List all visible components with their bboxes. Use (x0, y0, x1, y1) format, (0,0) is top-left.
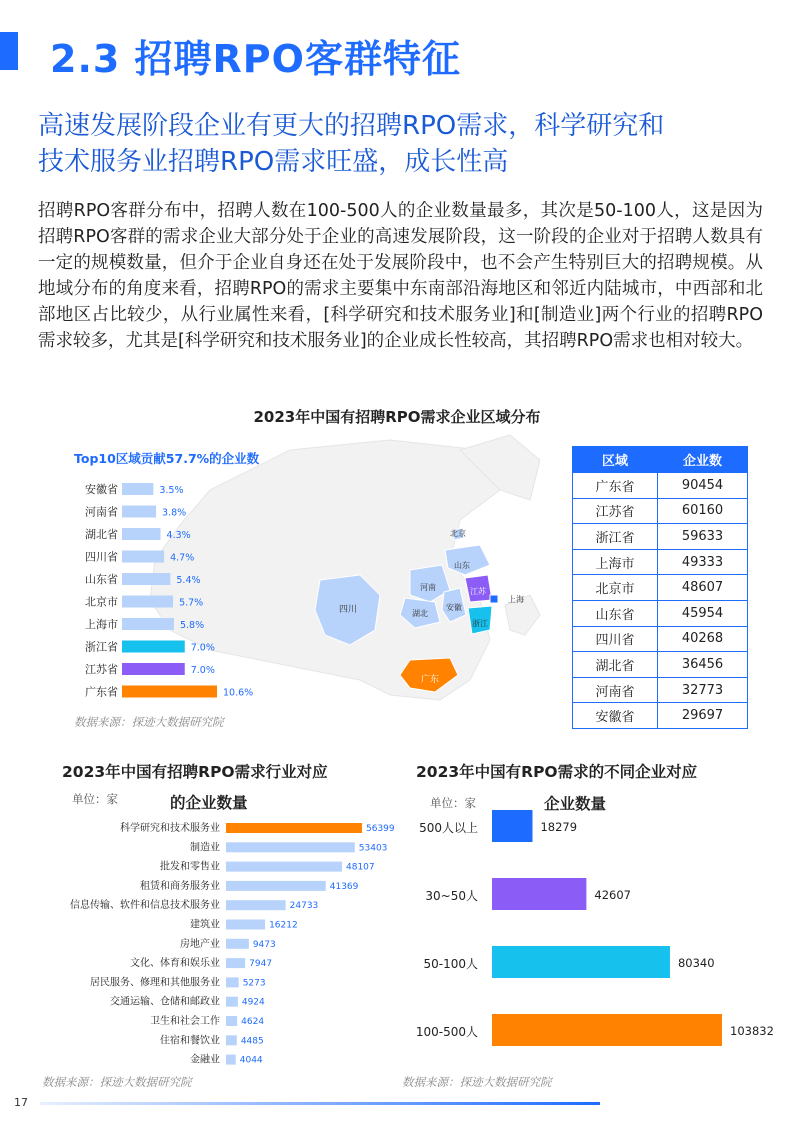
industry-value-label: 4624 (241, 1017, 265, 1027)
map-label-beijing: 北京 (450, 529, 466, 538)
region-table-cell: 上海市 (573, 549, 658, 575)
map-region-shanghai (490, 595, 498, 603)
industry-bar (226, 842, 355, 852)
industry-bar (226, 900, 286, 910)
title-accent-bar (0, 32, 18, 70)
industry-value-label: 4485 (240, 1036, 264, 1047)
region-table-cell: 浙江省 (573, 524, 658, 550)
region-table-cell: 29697 (658, 703, 748, 729)
industry-bar (226, 958, 245, 968)
top10-category-label: 北京市 (85, 595, 118, 609)
top10-value-label: 3.5% (159, 485, 184, 496)
table-row (573, 549, 748, 575)
region-table-cell: 河南省 (573, 677, 658, 703)
industry-value-label: 56399 (366, 824, 395, 834)
table-row (573, 473, 748, 499)
top10-bar (122, 596, 173, 608)
size-value-label: 18279 (540, 820, 578, 834)
top10-value-label: 4.7% (170, 552, 195, 564)
subtitle-line-2: 技术服务业招聘RPO需求旺盛，成长性高 (38, 147, 509, 177)
industry-value-label: 48107 (346, 862, 375, 873)
industry-value-label: 53403 (358, 843, 388, 854)
industry-category-label: 卫生和社会工作 (150, 1016, 220, 1027)
industry-value-label: 4044 (239, 1055, 263, 1066)
industry-bar (226, 977, 239, 987)
top10-bar (122, 618, 174, 630)
top10-chart-title: Top10区域贡献57.7%的企业数 (74, 451, 260, 466)
top10-category-label: 四川省 (85, 550, 118, 564)
top10-category-label: 河南省 (85, 505, 118, 519)
industry-bar (226, 823, 362, 833)
top10-value-label: 10.6% (223, 687, 254, 699)
table-row (573, 498, 748, 524)
map-label-sichuan: 四川 (338, 605, 358, 615)
industry-bar (226, 920, 265, 930)
top10-region-bar-chart (60, 478, 290, 708)
industry-chart-unit: 单位：家 (72, 792, 118, 806)
region-table-cell: 北京市 (573, 575, 658, 601)
size-chart-title-line2: 企业数量 (544, 795, 607, 813)
size-bar (492, 810, 532, 842)
top10-bar (122, 551, 164, 563)
size-bar (492, 878, 586, 910)
top10-category-label: 上海市 (85, 618, 118, 631)
region-table-cell: 32773 (658, 677, 748, 703)
map-label-zhejiang: 浙江 (472, 619, 488, 628)
subtitle-line-1: 高速发展阶段企业有更大的招聘RPO需求，科学研究和 (38, 111, 665, 141)
top10-bar (122, 528, 161, 540)
region-table-cell: 59633 (658, 524, 748, 550)
table-row (573, 626, 748, 652)
top10-bar (122, 506, 156, 518)
top10-value-label: 7.0% (190, 665, 215, 676)
top10-bar (122, 663, 185, 675)
industry-bar (226, 939, 249, 949)
industry-chart-title-line2: 的企业数量 (170, 794, 248, 812)
top10-value-label: 5.7% (179, 597, 204, 609)
industry-category-label: 科学研究和技术服务业 (120, 823, 220, 834)
map-data-source: 数据来源：探迹大数据研究院 (74, 715, 224, 729)
region-table-cell: 湖北省 (573, 652, 658, 678)
industry-bar (226, 997, 238, 1007)
map-label-jiangsu: 江苏 (470, 587, 486, 596)
size-value-label: 42607 (594, 888, 631, 902)
industry-bar (226, 881, 326, 891)
industry-chart-title-line1: 2023年中国有招聘RPO需求行业对应 (62, 763, 328, 781)
region-table-cell: 山东省 (573, 600, 658, 626)
top10-bar (122, 686, 217, 698)
region-table-cell: 广东省 (573, 473, 658, 499)
industry-bar (226, 1055, 236, 1065)
top10-value-label: 3.8% (162, 507, 187, 519)
map-chart-title: 2023年中国有招聘RPO需求企业区域分布 (253, 408, 541, 426)
table-row (573, 652, 748, 678)
industry-value-label: 4924 (241, 997, 265, 1008)
industry-category-label: 住宿和餐饮业 (160, 1035, 220, 1047)
region-table-cell: 45954 (658, 600, 748, 626)
map-label-guangdong: 广东 (420, 675, 440, 685)
map-label-anhui: 安徽 (446, 603, 462, 612)
region-table-cell: 60160 (658, 498, 748, 524)
top10-value-label: 7.0% (190, 642, 215, 654)
top10-category-label: 安徽省 (85, 483, 118, 496)
region-table-cell: 40268 (658, 626, 748, 652)
region-table-cell: 江苏省 (573, 498, 658, 524)
industry-category-label: 房地产业 (180, 938, 220, 950)
size-value-label: 80340 (677, 956, 715, 970)
industry-category-label: 金融业 (190, 1054, 220, 1066)
size-bar (492, 946, 670, 978)
top10-category-label: 浙江省 (85, 640, 118, 654)
map-label-hubei: 湖北 (412, 609, 428, 618)
top10-value-label: 4.3% (166, 530, 191, 541)
industry-value-label: 5273 (242, 978, 266, 989)
industry-category-label: 批发和零售业 (160, 861, 220, 873)
table-row (573, 677, 748, 703)
company-size-bar-chart (400, 800, 790, 1060)
top10-category-label: 山东省 (85, 573, 118, 586)
size-chart-unit: 单位：家 (430, 796, 476, 810)
industry-category-label: 租赁和商务服务业 (140, 880, 220, 892)
top10-value-label: 5.8% (179, 620, 205, 631)
industry-value-label: 16212 (269, 920, 298, 931)
industry-bar (226, 862, 342, 872)
region-table-header: 区域 (573, 447, 658, 473)
industry-data-source: 数据来源：探迹大数据研究院 (42, 1075, 192, 1089)
region-table-cell: 48607 (658, 575, 748, 601)
table-row (573, 524, 748, 550)
industry-category-label: 建筑业 (190, 919, 220, 931)
footer-divider (40, 1102, 600, 1105)
size-category-label: 100-500人 (415, 1025, 478, 1039)
region-table-cell: 90454 (658, 473, 748, 499)
size-chart-title-line1: 2023年中国有RPO需求的不同企业对应 (416, 763, 698, 781)
industry-value-label: 7947 (249, 959, 273, 970)
top10-value-label: 5.4% (176, 575, 201, 586)
size-bar (492, 1014, 722, 1046)
section-subtitle (38, 108, 778, 180)
page-title: 2.3 招聘RPO客群特征 (50, 37, 461, 81)
table-row (573, 575, 748, 601)
top10-bar (122, 573, 170, 585)
map-label-henan: 河南 (420, 583, 436, 592)
map-label-shandong: 山东 (454, 561, 470, 570)
table-row (573, 600, 748, 626)
top10-bar (122, 483, 153, 495)
size-value-label: 103832 (730, 1024, 774, 1038)
region-enterprise-table (572, 446, 748, 729)
page-number: 17 (14, 1096, 28, 1109)
top10-category-label: 湖北省 (85, 528, 118, 541)
industry-value-label: 9473 (252, 939, 276, 950)
size-data-source: 数据来源：探迹大数据研究院 (402, 1075, 552, 1089)
industry-bar-chart (30, 818, 395, 1070)
body-paragraph: 招聘RPO客群分布中，招聘人数在100-500人的企业数量最多，其次是50-100人，这是因为招聘RPO客群的需求企业大部分处于企业的高速发展阶段，这一阶段的企业对于招聘人数具有一定的规模数量，但介于企业自身还在处于发展阶段中，也不会产生特别巨大的招聘规模。从地域分布的角度来看，招聘RPO的需求主要集中东南部沿海地区和邻近内陆城市，中西部和北部地区占比较少，从行业属性来看，[科学研究和技术服务业]和[制造业]两个行业的招聘RPO需求较多，尤其是[科学研究和技术服务业]的企业成长性较高，其招聘RPO需求也相对较大。 (38, 201, 763, 351)
region-table-cell: 安徽省 (573, 703, 658, 729)
size-category-label: 50-100人 (423, 957, 478, 971)
industry-category-label: 居民服务、修理和其他服务业 (90, 977, 220, 989)
industry-category-label: 文化、体育和娱乐业 (130, 958, 220, 970)
industry-category-label: 信息传输、软件和信息技术服务业 (70, 900, 220, 912)
region-table-cell: 36456 (658, 652, 748, 678)
industry-bar (226, 1035, 237, 1045)
table-row (573, 703, 748, 729)
region-table-header: 企业数 (658, 447, 748, 473)
top10-category-label: 江苏省 (85, 663, 118, 676)
size-category-label: 500人以上 (419, 821, 478, 835)
region-table-cell: 四川省 (573, 626, 658, 652)
top10-bar (122, 641, 185, 653)
top10-category-label: 广东省 (85, 685, 118, 699)
size-category-label: 30~50人 (425, 889, 478, 903)
region-table-cell: 49333 (658, 549, 748, 575)
industry-category-label: 制造业 (190, 842, 220, 854)
industry-value-label: 24733 (289, 901, 319, 912)
map-label-shanghai: 上海 (508, 595, 524, 604)
industry-category-label: 交通运输、仓储和邮政业 (110, 996, 220, 1008)
industry-bar (226, 1016, 237, 1026)
industry-value-label: 41369 (329, 881, 359, 892)
